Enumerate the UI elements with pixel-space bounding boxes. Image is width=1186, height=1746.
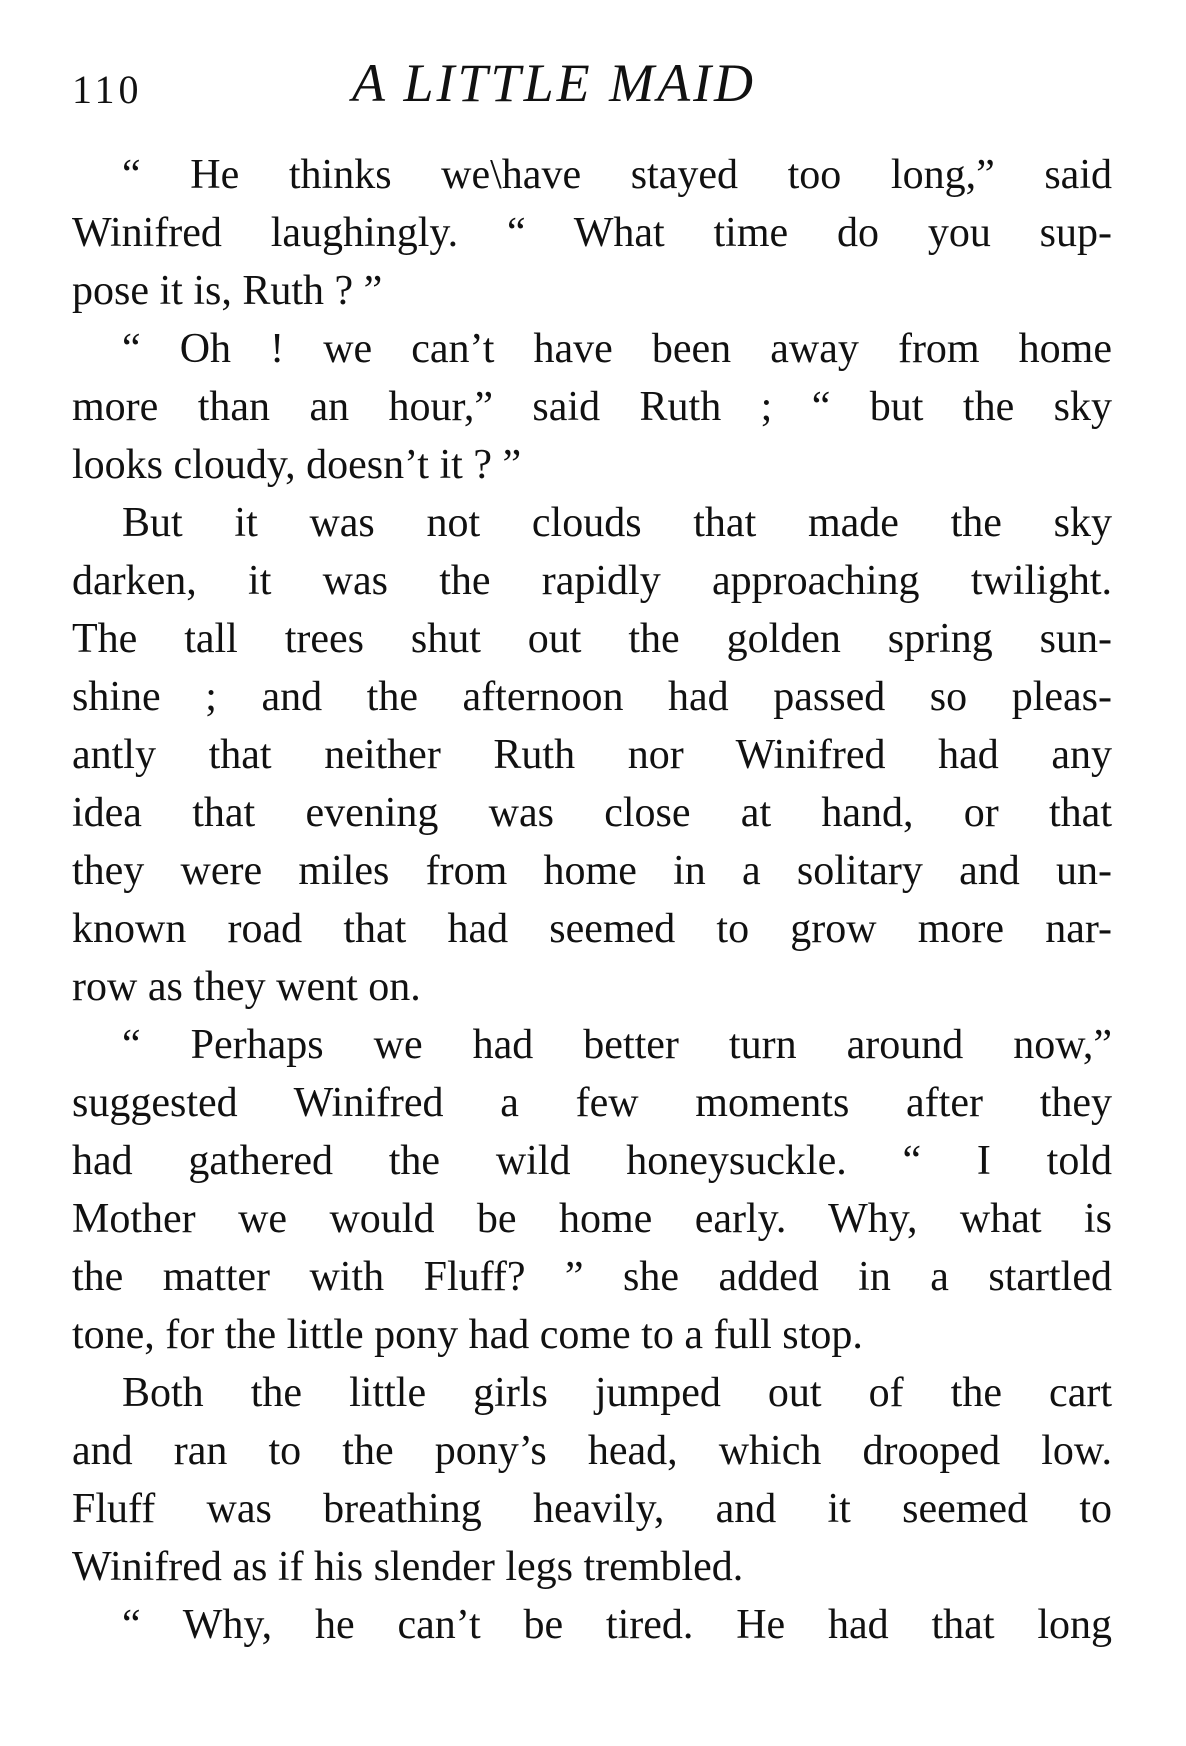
- running-head: [72, 52, 1112, 122]
- text-line: looks cloudy, doesn’t it ? ”: [72, 442, 522, 488]
- text-line: antly that neither Ruth nor Winifred had any: [72, 732, 1112, 778]
- text-line: Both the little girls jumped out of the cart: [122, 1370, 1112, 1416]
- text-line: Fluff was breathing heavily, and it seemed to: [72, 1486, 1112, 1532]
- text-line: “ He thinks we\have stayed too long,” said: [122, 152, 1112, 198]
- text-line: darken, it was the rapidly approaching twilight.: [72, 558, 1112, 604]
- text-line: row as they went on.: [72, 964, 421, 1010]
- text-line: Winifred laughingly. “ What time do you sup-: [72, 210, 1112, 256]
- text-line: had gathered the wild honeysuckle. “ I told: [72, 1138, 1112, 1184]
- text-line: idea that evening was close at hand, or that: [72, 790, 1112, 836]
- text-line: Mother we would be home early. Why, what is: [72, 1196, 1112, 1242]
- text-line: known road that had seemed to grow more nar-: [72, 906, 1112, 952]
- text-line: they were miles from home in a solitary and un-: [72, 848, 1112, 894]
- text-line: tone, for the little pony had come to a full stop.: [72, 1312, 863, 1358]
- text-line: and ran to the pony’s head, which drooped low.: [72, 1428, 1112, 1474]
- book-title: A LITTLE MAID: [352, 53, 757, 113]
- page-number: 110: [72, 67, 143, 112]
- text-line: “ Why, he can’t be tired. He had that long: [122, 1602, 1112, 1648]
- text-line: “ Perhaps we had better turn around now,”: [122, 1022, 1112, 1068]
- text-line: pose it is, Ruth ? ”: [72, 268, 383, 314]
- body-text: [72, 146, 1112, 1654]
- text-line: more than an hour,” said Ruth ; “ but the sky: [72, 384, 1112, 430]
- text-line: the matter with Fluff? ” she added in a startled: [72, 1254, 1112, 1300]
- text-line: shine ; and the afternoon had passed so pleas-: [72, 674, 1112, 720]
- text-line: But it was not clouds that made the sky: [122, 500, 1112, 546]
- text-line: “ Oh ! we can’t have been away from home: [122, 326, 1112, 372]
- text-line: suggested Winifred a few moments after they: [72, 1080, 1112, 1126]
- text-line: The tall trees shut out the golden spring sun-: [72, 616, 1112, 662]
- text-line: Winifred as if his slender legs trembled.: [72, 1544, 744, 1590]
